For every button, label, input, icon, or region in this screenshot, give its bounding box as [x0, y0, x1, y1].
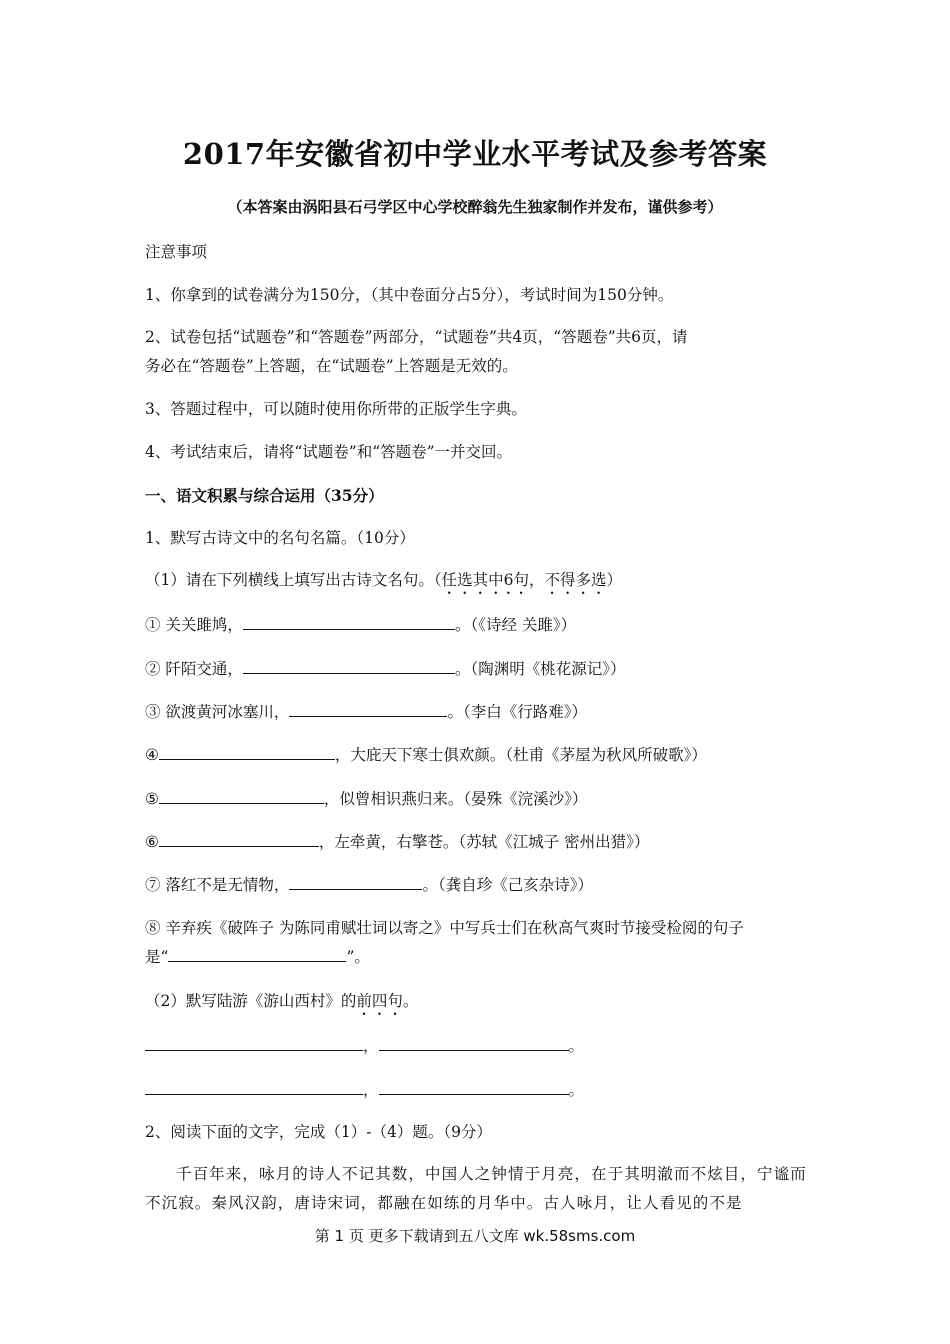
- answer-blank[interactable]: [159, 830, 319, 847]
- question-2: 2、阅读下面的文字，完成（1）-（4）题。（9分）: [145, 1123, 492, 1141]
- fill-item-3-text: ③ 欲渡黄河冰塞川，: [145, 703, 290, 721]
- answer-blank[interactable]: [145, 1034, 363, 1051]
- fill-item-2: [145, 655, 810, 684]
- fill-item-3-source: 。（李白《行路难》）: [447, 703, 587, 721]
- q1-1-emphasis: 任选其中6句，不得多选: [441, 571, 607, 589]
- notice-heading: 注意事项: [145, 243, 208, 261]
- answer-blank[interactable]: [243, 657, 455, 674]
- q1-2-emphasis: 前四句: [356, 992, 403, 1010]
- fill-item-7-text: ⑦ 落红不是无情物，: [145, 876, 290, 894]
- page-footer: 第 1 页 更多下载请到五八文库 wk.58sms.com: [314, 1227, 636, 1245]
- notice-item-4: 4、考试结束后，请将“试题卷”和“答题卷”一并交回。: [145, 443, 513, 461]
- q1-1-prefix: （1）请在下列横线上填写出古诗文名句。（: [145, 571, 442, 589]
- comma: ，: [363, 1037, 379, 1055]
- fill-item-1-text: ① 关关雎鸠，: [145, 616, 243, 634]
- period: 。: [568, 1081, 585, 1099]
- page-subtitle: （本答案由涡阳县石弓学区中心学校醉翁先生独家制作并发布，谨供参考）: [227, 198, 723, 216]
- notice-item-3: 3、答题过程中，可以随时使用你所带的正版学生字典。: [145, 400, 527, 418]
- fill-item-2-text: ② 阡陌交通，: [145, 660, 243, 678]
- answer-blank[interactable]: [289, 873, 422, 890]
- answer-blank[interactable]: [289, 700, 447, 717]
- fill-item-4-marker: ④: [145, 746, 159, 764]
- fill-item-5-text: ，似曾相识燕归来。（晏殊《浣溪沙》）: [323, 790, 588, 808]
- answer-blank[interactable]: [243, 613, 455, 630]
- period: 。: [568, 1037, 585, 1055]
- answer-blank[interactable]: [159, 787, 324, 804]
- page-title: 2017年安徽省初中学业水平考试及参考答案: [182, 137, 768, 171]
- question-1: 1、默写古诗文中的名句名篇。（10分）: [145, 529, 415, 547]
- answer-blank[interactable]: [379, 1078, 569, 1095]
- answer-blank[interactable]: [168, 945, 346, 962]
- fill-item-5-marker: ⑤: [145, 790, 159, 808]
- fill-item-1-source: 。（《诗经 关雎》）: [454, 616, 577, 634]
- fill-item-5: [145, 785, 810, 814]
- question-1-part-1: [145, 566, 810, 598]
- fill-item-1: [145, 611, 810, 640]
- section-heading: 一、语文积累与综合运用（35分）: [145, 486, 384, 505]
- comma: ，: [363, 1081, 379, 1099]
- notice-item-1: 1、你拿到的试卷满分为150分，（其中卷面分占5分），考试时间为150分钟。: [145, 286, 674, 304]
- fill-item-8-cont: [145, 943, 810, 972]
- fill-item-8-prefix: 是“: [145, 948, 169, 966]
- q1-2-prefix: （2）默写陆游《游山西村》的: [145, 992, 357, 1010]
- notice-item-2-cont: 务必在“答题卷”上答题，在“试题卷”上答题是无效的。: [145, 357, 518, 375]
- answer-line-2: [145, 1076, 810, 1105]
- fill-item-8-suffix: ”。: [346, 948, 370, 966]
- answer-blank[interactable]: [379, 1034, 569, 1051]
- fill-item-2-source: 。（陶渊明《桃花源记》）: [454, 660, 626, 678]
- fill-item-6-text: ，左牵黄，右擎苍。（苏轼《江城子 密州出猎》）: [318, 833, 650, 851]
- fill-item-4: [145, 741, 810, 770]
- fill-item-7: [145, 871, 810, 900]
- answer-blank[interactable]: [145, 1078, 363, 1095]
- q1-1-suffix: ）: [606, 571, 623, 589]
- fill-item-6-marker: ⑥: [145, 833, 159, 851]
- answer-blank[interactable]: [159, 743, 335, 760]
- reading-passage: 千百年来，咏月的诗人不记其数，中国人之钟情于月亮，在于其明澈而不炫目，宁谧而不沉寂。秦风汉韵，唐诗宋词，都融在如练的月华中。古人咏月，让人看见的不是: [145, 1165, 807, 1212]
- answer-line-1: [145, 1032, 810, 1061]
- fill-item-4-text: ，大庇天下寒士俱欢颜。（杜甫《茅屋为秋风所破歌》）: [334, 746, 707, 764]
- notice-item-2: 2、试卷包括“试题卷”和“答题卷”两部分，“试题卷”共4页，“答题卷”共6页，请: [145, 328, 688, 346]
- fill-item-6: [145, 828, 810, 857]
- fill-item-8: ⑧ 辛弃疾《破阵子 为陈同甫赋壮词以寄之》中写兵士们在秋高气爽时节接受检阅的句子: [145, 919, 744, 937]
- fill-item-3: [145, 698, 810, 727]
- q1-2-suffix: 。: [402, 992, 419, 1010]
- question-1-part-2: [145, 987, 810, 1019]
- fill-item-7-source: 。（龚自珍《己亥杂诗》）: [422, 876, 593, 894]
